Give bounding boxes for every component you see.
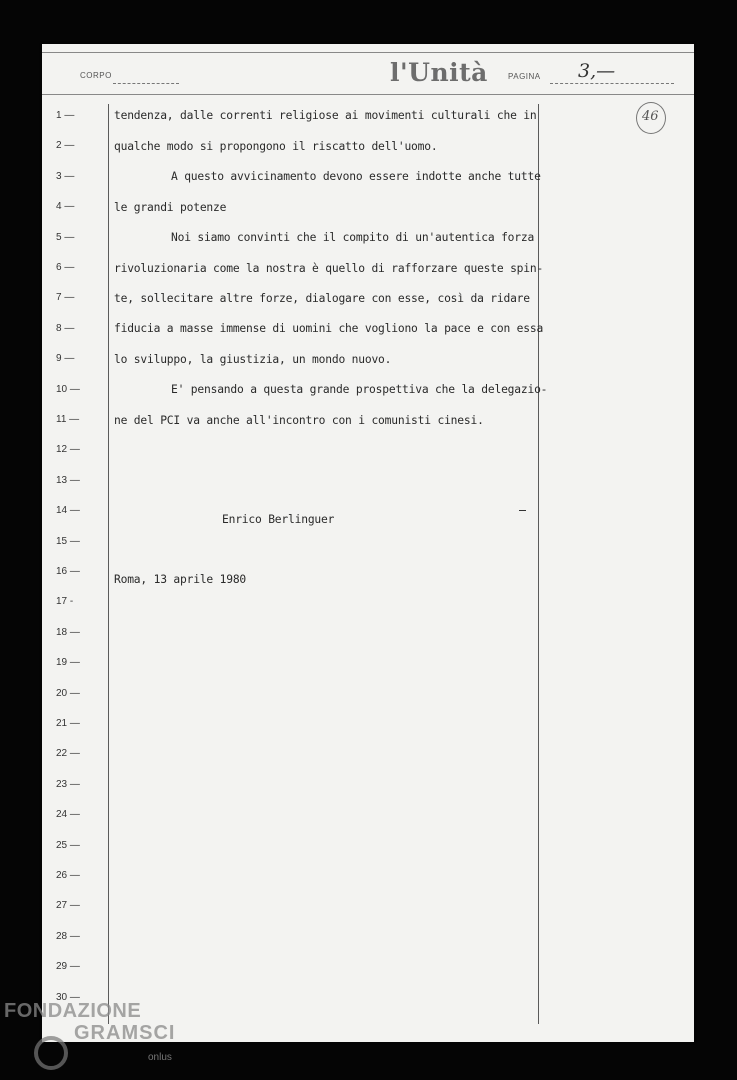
line-number: 16 — (56, 566, 80, 577)
line-number: 7 — (56, 292, 75, 304)
line-number: 2 — (56, 140, 75, 152)
line-number: 4 — (56, 201, 75, 213)
line-number: 27 — (56, 900, 80, 912)
line-number: 5 — (56, 231, 75, 243)
line-number: 8 — (56, 322, 75, 334)
body-line-8: fiducia a masse immense di uomini che vogliono la pace e con essa (114, 322, 544, 335)
line-number: 13 — (56, 474, 80, 486)
header-top-rule (42, 52, 694, 53)
line-number: 18 — (56, 626, 80, 638)
body-line-7: te, sollecitare altre forze, dialogare con esse, così da ridare (114, 292, 530, 305)
signature: Enrico Berlinguer (222, 513, 335, 526)
left-margin-rule (108, 104, 109, 1024)
pagina-label: PAGINA (508, 72, 541, 81)
watermark-line-2: GRAMSCI (74, 1022, 176, 1044)
watermark-line-3: onlus (148, 1052, 172, 1063)
dateline: Roma, 13 aprile 1980 (114, 573, 247, 586)
line-number: 20 — (56, 687, 80, 699)
line-number: 24 — (56, 809, 80, 821)
line-number: 30 — (56, 991, 80, 1003)
pagina-field-line (550, 83, 674, 84)
circled-page-number-annotation (636, 102, 666, 134)
stray-dash-mark (519, 510, 526, 511)
corpo-field-line (113, 83, 179, 84)
masthead-logo: l'Unità (390, 58, 488, 87)
typed-document-page (42, 44, 694, 1042)
body-line-2: qualche modo si propongono il riscatto dell'uomo. (114, 140, 438, 153)
body-line-10: E' pensando a questa grande prospettiva che la delegazio- (171, 383, 548, 396)
line-number: 22 — (56, 748, 80, 760)
watermark-logo-icon (34, 1036, 68, 1070)
header-bottom-rule (42, 94, 694, 95)
line-number: 9 — (56, 353, 75, 365)
watermark-line-1: FONDAZIONE (4, 1000, 142, 1022)
body-line-9: lo sviluppo, la giustizia, un mondo nuovo. (114, 353, 392, 366)
circled-number: 46 (642, 109, 659, 124)
body-line-4: le grandi potenze (114, 201, 227, 214)
corpo-label: CORPO (80, 71, 112, 80)
pagina-handwritten-value: 3,— (578, 60, 616, 82)
line-number: 12 — (56, 444, 80, 456)
line-number: 11 — (56, 414, 80, 425)
line-number: 28 — (56, 930, 80, 942)
body-line-6: rivoluzionaria come la nostra è quello di rafforzare queste spin- (114, 262, 544, 275)
line-number: 15 — (56, 535, 80, 547)
line-number: 29 — (56, 961, 80, 973)
body-line-11: ne del PCI va anche all'incontro con i comunisti cinesi. (114, 414, 484, 427)
fondazione-gramsci-watermark (4, 1000, 176, 1063)
line-number: 10 — (56, 383, 80, 395)
line-number: 17 - (56, 596, 74, 608)
line-number: 14 — (56, 505, 80, 517)
line-number: 1 — (56, 110, 75, 121)
line-number: 23 — (56, 778, 80, 790)
line-number: 21 — (56, 718, 80, 729)
line-number: 25 — (56, 839, 80, 851)
line-number: 3 — (56, 170, 75, 182)
line-number: 6 — (56, 262, 75, 273)
line-number: 19 — (56, 657, 80, 669)
line-number: 26 — (56, 870, 80, 881)
body-line-3: A questo avvicinamento devono essere indotte anche tutte (171, 170, 541, 183)
body-line-1: tendenza, dalle correnti religiose ai movimenti culturali che in (114, 109, 537, 122)
body-line-5: Noi siamo convinti che il compito di un'autentica forza (171, 231, 535, 244)
